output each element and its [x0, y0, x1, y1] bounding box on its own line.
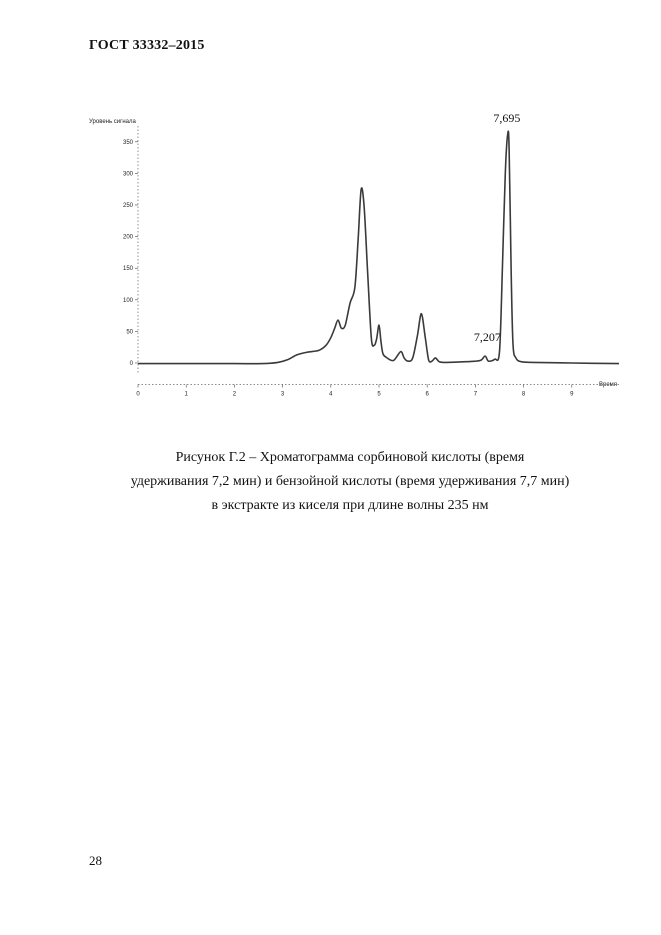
series-layer	[138, 131, 619, 363]
y-tick-label: 50	[126, 329, 133, 336]
x-axis-label: Время	[599, 382, 618, 388]
y-tick-label: 100	[122, 297, 133, 304]
y-axis-label: Уровень сигнала	[89, 119, 136, 125]
x-tick-label: 0	[136, 391, 140, 398]
y-tick-label: 250	[122, 203, 133, 209]
peak-label: 7,695	[493, 111, 521, 125]
y-tick-label: 350	[122, 139, 133, 146]
chromatogram-chart	[0, 0, 661, 420]
y-tick-label: 150	[122, 266, 133, 273]
chromatogram-trace	[138, 131, 619, 363]
x-tick-label: 6	[425, 391, 429, 398]
y-tick-label: 0	[129, 361, 133, 367]
y-tick-label: 300	[122, 171, 133, 178]
document-header: ГОСТ 33332–2015	[89, 38, 205, 53]
figure-caption	[80, 446, 620, 518]
peak-label: 7,207	[473, 330, 501, 344]
axes-layer	[123, 126, 620, 397]
chromatogram-svg	[0, 0, 661, 420]
x-tick-label: 7	[473, 391, 478, 398]
x-tick-label: 9	[570, 391, 574, 398]
x-tick-label: 1	[184, 391, 188, 398]
annotation-layer	[474, 111, 521, 344]
caption-line-3: в экстракте из киселя при длине волны 235 нм	[211, 498, 489, 513]
y-tick-label: 200	[122, 234, 133, 241]
x-tick-label: 8	[521, 391, 526, 398]
x-tick-label: 3	[280, 391, 285, 398]
page-number: 28	[89, 853, 102, 868]
x-tick-label: 5	[377, 391, 381, 398]
x-tick-label: 2	[232, 391, 237, 398]
caption-line-1: Рисунок Г.2 – Хроматограмма сорбиновой кислоты (время	[175, 450, 525, 465]
x-tick-label: 4	[329, 391, 333, 398]
caption-line-2: удерживания 7,2 мин) и бензойной кислоты (время удерживания 7,7 мин)	[130, 474, 570, 489]
